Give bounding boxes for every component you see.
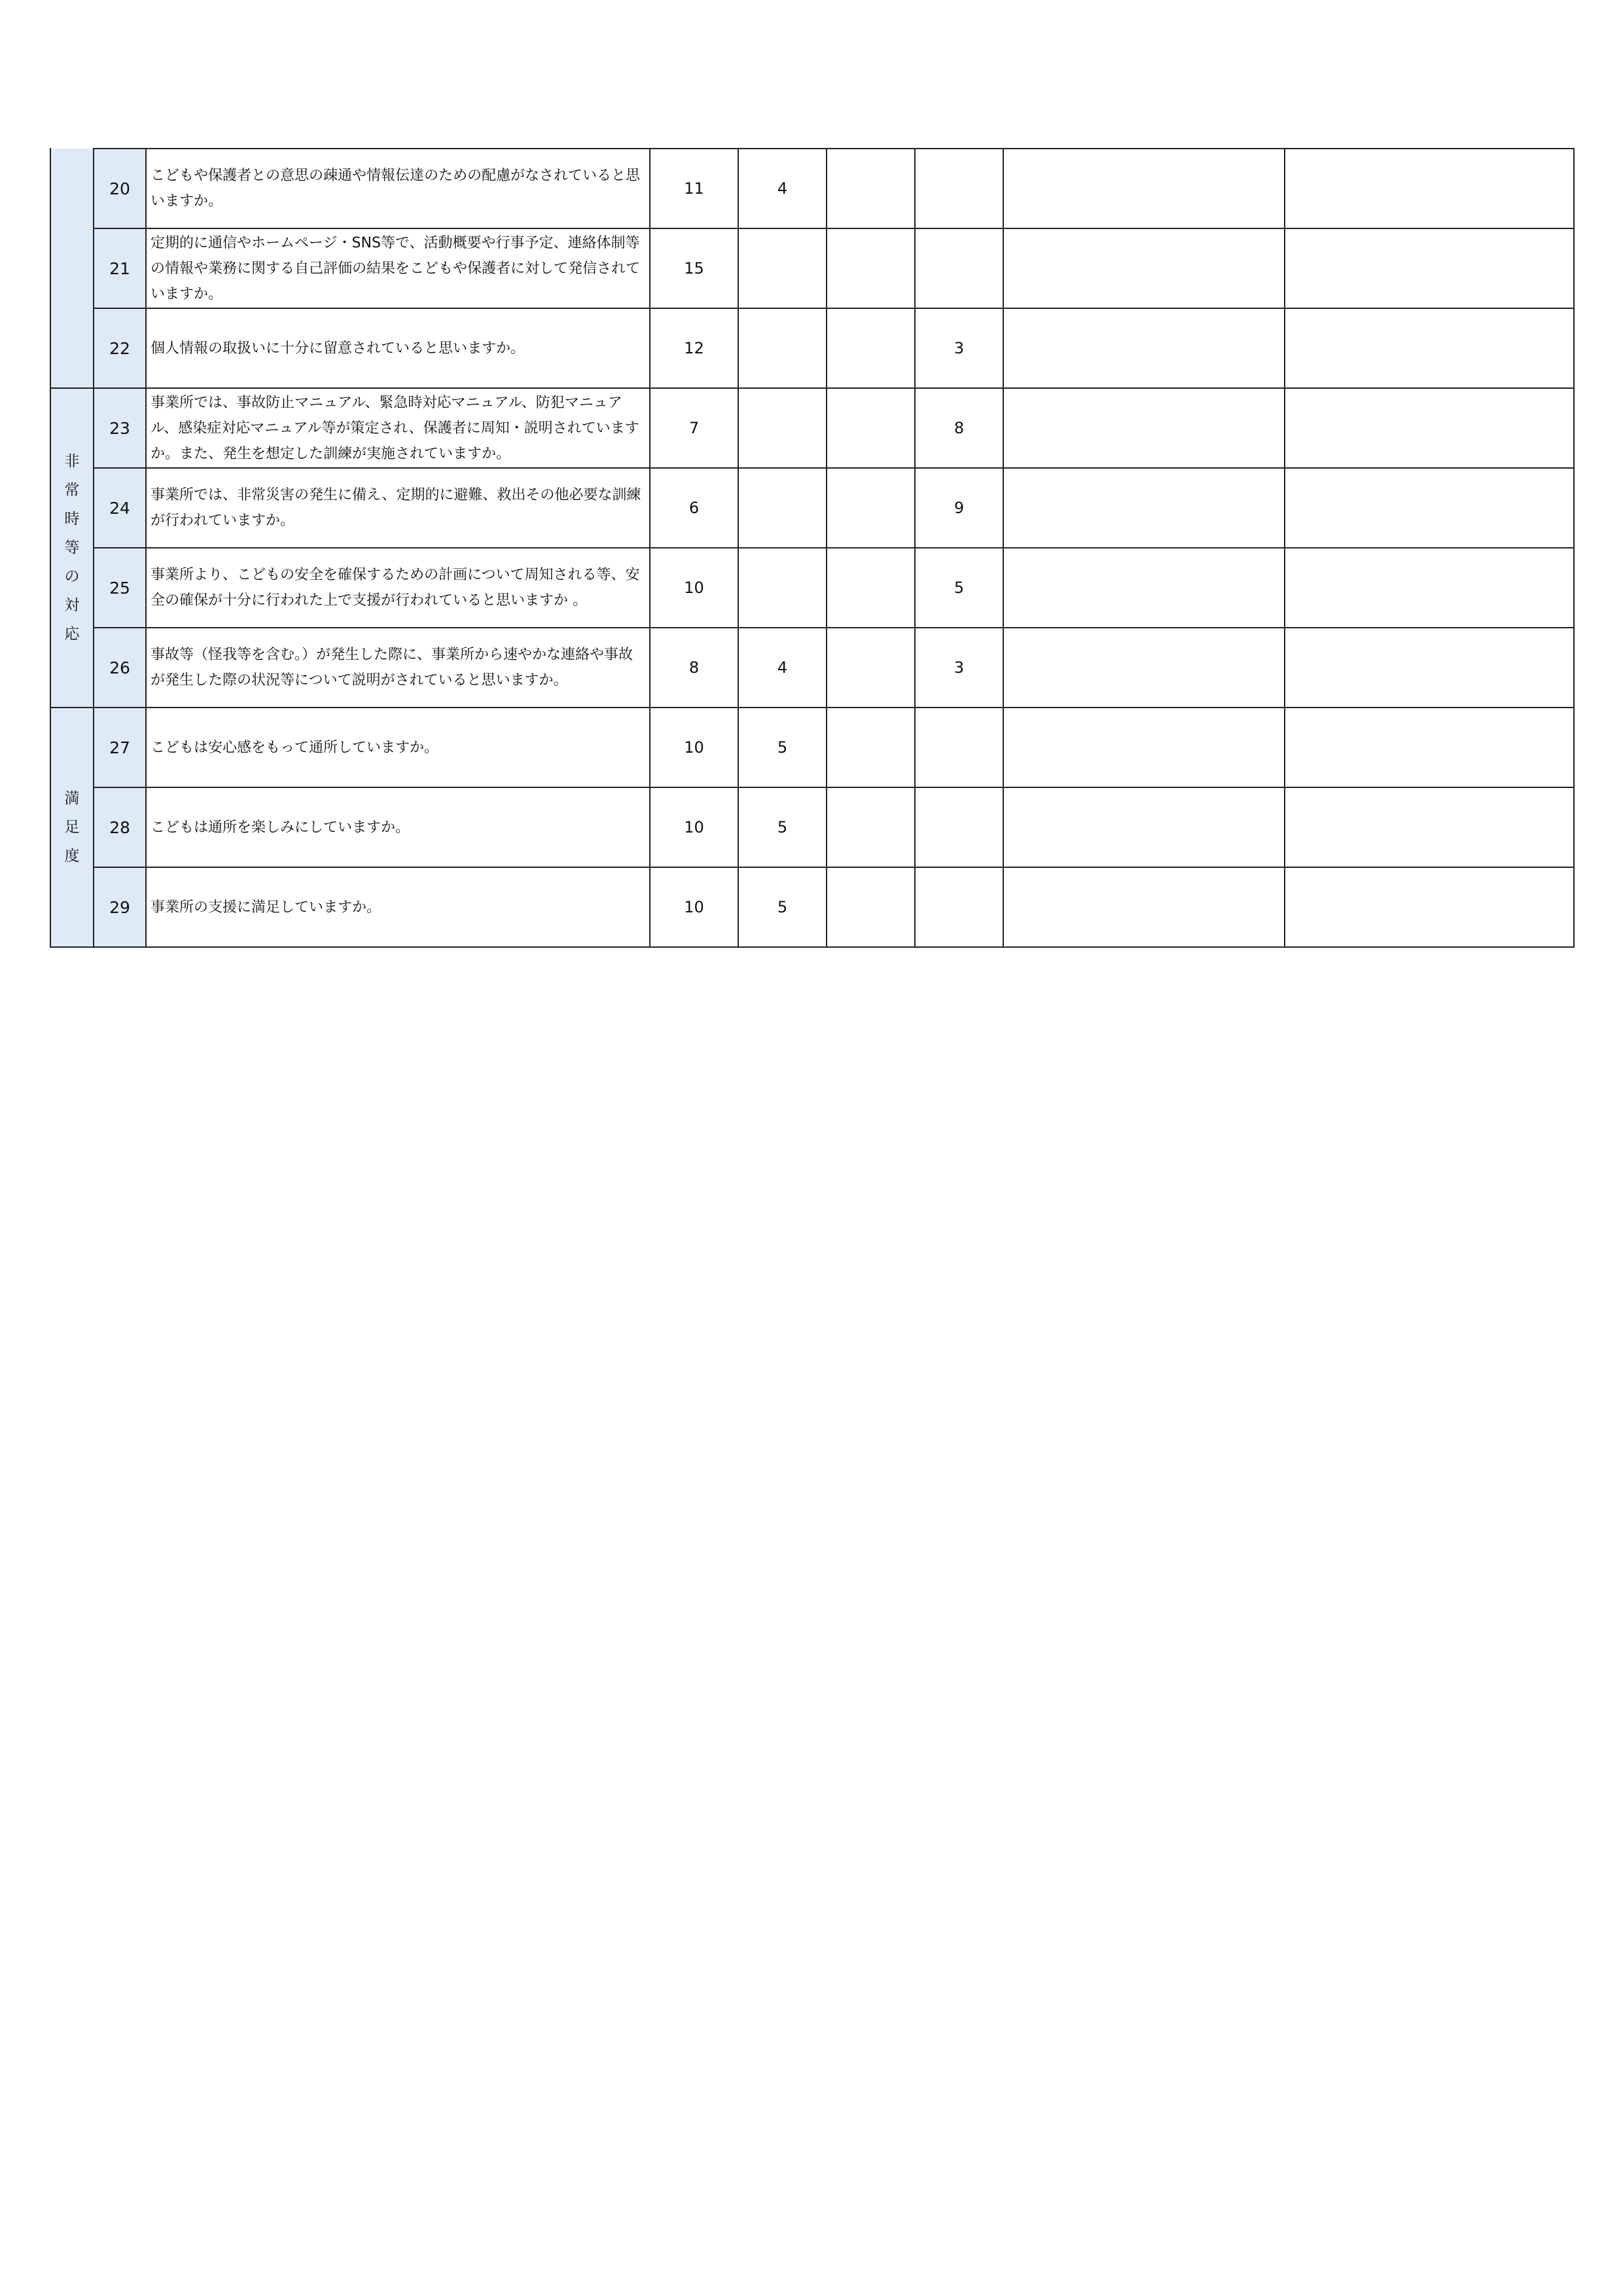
question-number: 27: [94, 708, 146, 787]
count-cell: 3: [915, 628, 1003, 708]
response-cell: [1285, 468, 1574, 548]
question-text: 事業所では、事故防止マニュアル、緊急時対応マニュアル、防犯マニュアル、感染症対応マニュアル等が策定され、保護者に周知・説明されていますか。また、発生を想定した訓練が実施されていますか。: [146, 388, 650, 468]
question-number: 22: [94, 308, 146, 388]
count-cell: [738, 228, 827, 308]
question-text: こどもは通所を楽しみにしていますか。: [146, 787, 650, 867]
question-number: 25: [94, 548, 146, 628]
count-cell: [827, 228, 915, 308]
table-row: [50, 468, 1574, 548]
category-satisfaction: [50, 708, 94, 947]
question-number: 21: [94, 228, 146, 308]
question-number: 24: [94, 468, 146, 548]
count-cell: 7: [650, 388, 738, 468]
count-cell: [827, 468, 915, 548]
table-row: [50, 388, 1574, 468]
table-row: [50, 867, 1574, 947]
question-text: 個人情報の取扱いに十分に留意されていると思いますか。: [146, 308, 650, 388]
comment-cell: [1003, 867, 1285, 947]
comment-cell: [1003, 388, 1285, 468]
comment-cell: [1003, 548, 1285, 628]
response-cell: [1285, 149, 1574, 228]
count-cell: [915, 228, 1003, 308]
question-text: 事業所より、こどもの安全を確保するための計画について周知される等、安全の確保が十分に行われた上で支援が行われていると思いますか 。: [146, 548, 650, 628]
count-cell: 10: [650, 867, 738, 947]
question-number: 26: [94, 628, 146, 708]
count-cell: 10: [650, 548, 738, 628]
count-cell: 4: [738, 628, 827, 708]
question-text: 事業所では、非常災害の発生に備え、定期的に避難、救出その他必要な訓練が行われていますか。: [146, 468, 650, 548]
count-cell: 8: [650, 628, 738, 708]
question-text: 事故等（怪我等を含む。）が発生した際に、事業所から速やかな連絡や事故が発生した際の状況等について説明がされていると思いますか。: [146, 628, 650, 708]
response-cell: [1285, 308, 1574, 388]
category-emergency: [50, 388, 94, 708]
response-cell: [1285, 388, 1574, 468]
count-cell: 6: [650, 468, 738, 548]
comment-cell: [1003, 228, 1285, 308]
response-cell: [1285, 628, 1574, 708]
response-cell: [1285, 708, 1574, 787]
table-row: [50, 548, 1574, 628]
category-label: 非常時等の対応: [64, 453, 80, 643]
count-cell: 5: [915, 548, 1003, 628]
count-cell: [738, 468, 827, 548]
question-text: 事業所の支援に満足していますか。: [146, 867, 650, 947]
count-cell: [915, 867, 1003, 947]
count-cell: [827, 708, 915, 787]
comment-cell: [1003, 628, 1285, 708]
question-text: こどもや保護者との意思の疎通や情報伝達のための配慮がなされていると思いますか。: [146, 149, 650, 228]
count-cell: [827, 308, 915, 388]
survey-table: [50, 148, 1575, 948]
count-cell: [738, 548, 827, 628]
count-cell: [915, 787, 1003, 867]
count-cell: 8: [915, 388, 1003, 468]
category-continued: [50, 149, 94, 388]
question-text: こどもは安心感をもって通所していますか。: [146, 708, 650, 787]
count-cell: 5: [738, 787, 827, 867]
category-label: 満足度: [64, 790, 80, 865]
count-cell: [738, 308, 827, 388]
table-row: [50, 628, 1574, 708]
comment-cell: [1003, 308, 1285, 388]
count-cell: 10: [650, 787, 738, 867]
response-cell: [1285, 228, 1574, 308]
count-cell: 5: [738, 867, 827, 947]
count-cell: 9: [915, 468, 1003, 548]
count-cell: [827, 867, 915, 947]
response-cell: [1285, 867, 1574, 947]
count-cell: 3: [915, 308, 1003, 388]
table-row: [50, 787, 1574, 867]
question-number: 28: [94, 787, 146, 867]
question-number: 23: [94, 388, 146, 468]
response-cell: [1285, 548, 1574, 628]
question-number: 20: [94, 149, 146, 228]
count-cell: 15: [650, 228, 738, 308]
comment-cell: [1003, 708, 1285, 787]
count-cell: [827, 628, 915, 708]
count-cell: [738, 388, 827, 468]
response-cell: [1285, 787, 1574, 867]
count-cell: [915, 708, 1003, 787]
question-number: 29: [94, 867, 146, 947]
count-cell: [827, 787, 915, 867]
table-row: [50, 708, 1574, 787]
count-cell: [827, 149, 915, 228]
question-text: 定期的に通信やホームページ・SNS等で、活動概要や行事予定、連絡体制等の情報や業務に関する自己評価の結果をこどもや保護者に対して発信されていますか。: [146, 228, 650, 308]
count-cell: 5: [738, 708, 827, 787]
count-cell: 11: [650, 149, 738, 228]
comment-cell: [1003, 787, 1285, 867]
comment-cell: [1003, 468, 1285, 548]
count-cell: 4: [738, 149, 827, 228]
table-row: [50, 228, 1574, 308]
table-row: [50, 308, 1574, 388]
table-row: [50, 149, 1574, 228]
comment-cell: [1003, 149, 1285, 228]
count-cell: 12: [650, 308, 738, 388]
count-cell: 10: [650, 708, 738, 787]
count-cell: [827, 548, 915, 628]
count-cell: [827, 388, 915, 468]
count-cell: [915, 149, 1003, 228]
